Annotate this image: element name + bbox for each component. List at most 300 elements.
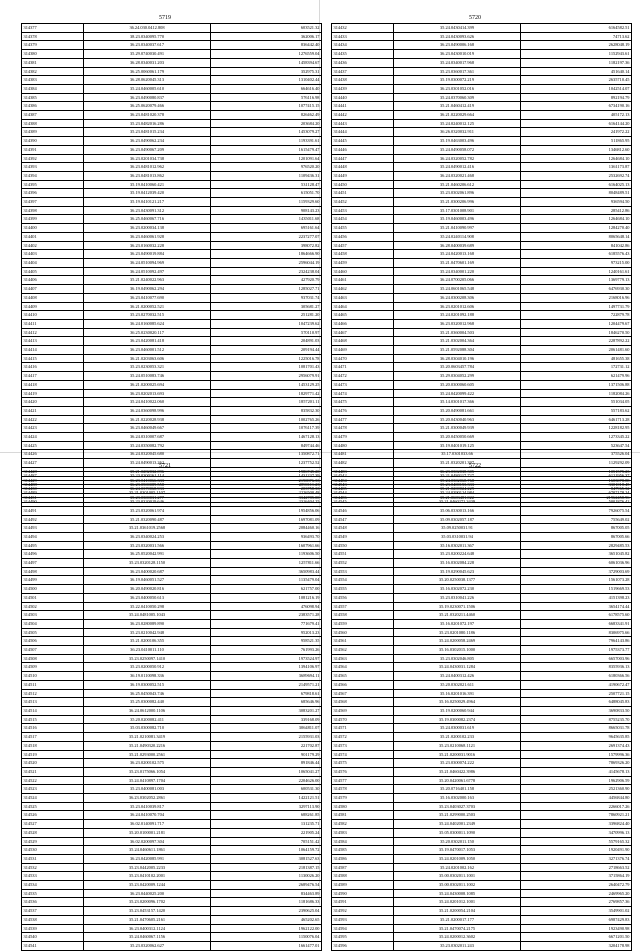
amount-cell: 4456844.80 (521, 794, 632, 803)
code-cell: 35.00.0302011.1002 (394, 881, 521, 890)
row-id-cell: 314529 (22, 837, 84, 846)
code-cell: 35.29.0740030.491 (84, 50, 211, 59)
row-id-cell: 314538 (22, 915, 84, 924)
amount-cell: 7926075.54 (521, 506, 632, 515)
table-row (22, 372, 322, 381)
amount-cell: 2061481.60 (521, 346, 632, 355)
table-row (22, 450, 322, 459)
row-id-cell: 314404 (22, 258, 84, 267)
row-id-cell: 314528 (22, 828, 84, 837)
code-cell: 35.20.0716401.158 (394, 785, 521, 794)
row-id-cell: 314471 (332, 363, 394, 372)
code-cell: 35.09.0250031.91 (394, 524, 521, 533)
row-id-cell: 314596 (332, 941, 394, 950)
table-row (332, 319, 632, 328)
row-id-cell: 314469 (332, 346, 394, 355)
code-cell: 36.28.0304010.196 (394, 354, 521, 363)
row-id-cell: 314484 (332, 476, 394, 485)
table-row (332, 224, 632, 233)
amount-cell: 1371506.88 (521, 380, 632, 389)
code-cell: 35.21.0299000.2503 (394, 811, 521, 820)
code-cell: 36.24.0360098.996 (84, 406, 211, 415)
row-id-cell: 314386 (22, 102, 84, 111)
code-cell: 36.23.0430091.312 (84, 206, 211, 215)
amount-cell: 908143.23 (211, 206, 322, 215)
code-cell: 35.23.0200050.912 (84, 663, 211, 672)
code-cell: 36.23.0500089.558 (84, 480, 211, 489)
table-row (22, 337, 322, 346)
amount-cell: 1228182.95 (521, 424, 632, 433)
row-id-cell: 314567 (332, 689, 394, 698)
code-cell: 35.16.0302000.163 (394, 794, 521, 803)
amount-cell: 2181387.15 (211, 863, 322, 872)
row-id-cell: 314489 (22, 489, 84, 498)
amount-cell: 834463.89 (211, 889, 322, 898)
table-row (332, 541, 632, 550)
table-row (22, 415, 322, 424)
row-id-cell: 314551 (332, 550, 394, 559)
row-id-cell: 314543 (332, 480, 394, 489)
table-row (22, 76, 322, 85)
code-cell: 35.21.0592088.304 (394, 346, 521, 355)
row-id-cell: 314520 (22, 759, 84, 768)
amount-cell: 2507721.15 (521, 689, 632, 698)
code-cell: 35.23.0210042.948 (84, 628, 211, 637)
amount-cell: 621479.96 (521, 372, 632, 381)
row-id-cell: 314585 (332, 846, 394, 855)
row-id-cell: 314515 (22, 715, 84, 724)
row-id-cell: 314395 (22, 180, 84, 189)
code-cell: 36.23.0410077.690 (84, 293, 211, 302)
amount-cell: 1276559.04 (211, 50, 322, 59)
amount-cell: 2829485.53 (521, 541, 632, 550)
code-cell: 36.23.0340037.617 (84, 41, 211, 50)
code-cell: 36.24.0320052.782 (394, 154, 521, 163)
table-row (332, 654, 632, 663)
table-row (22, 933, 322, 942)
table-row (332, 232, 632, 241)
table-row (332, 398, 632, 407)
amount-cell: 1954856.06 (211, 506, 322, 515)
amount-cell: 221905.24 (211, 828, 322, 837)
data-table (21, 471, 322, 951)
code-cell: 35.23.0200096.1702 (84, 898, 211, 907)
row-id-cell: 314442 (332, 111, 394, 120)
code-cell: 35.16.0201072.197 (394, 619, 521, 628)
table-row (22, 802, 322, 811)
row-id-cell: 314391 (22, 145, 84, 154)
row-id-cell: 314444 (332, 128, 394, 137)
row-id-cell: 314416 (22, 363, 84, 372)
amount-cell: 4151398.23 (521, 593, 632, 602)
amount-cell: 6164025.13 (521, 180, 632, 189)
amount-cell: 1129292.09 (521, 459, 632, 468)
table-row (332, 715, 632, 724)
code-cell: 35.00.0302011.1001 (394, 872, 521, 881)
amount-cell: 1431237.39 (211, 472, 322, 481)
row-id-cell: 314420 (22, 398, 84, 407)
row-id-cell: 314496 (22, 550, 84, 559)
amount-cell: 1076117.39 (211, 424, 322, 433)
table-row (332, 820, 632, 829)
amount-cell: 74713.62 (521, 32, 632, 41)
table-row (22, 441, 322, 450)
code-cell: 35.25.0300082.440 (84, 698, 211, 707)
amount-cell: 1346812.60 (521, 145, 632, 154)
amount-cell: 5001876.42 (521, 498, 632, 507)
row-id-cell: 314438 (332, 76, 394, 85)
page-number: 5719 (159, 15, 171, 21)
amount-cell: 615051.70 (211, 189, 322, 198)
amount-cell: 3204178.98 (521, 941, 632, 950)
table-row (332, 776, 632, 785)
amount-cell: 1135479.04 (211, 576, 322, 585)
code-cell: 35.21.0460272.3439 (394, 498, 521, 507)
amount-cell: 2532692.74 (521, 171, 632, 180)
amount-cell: 5579165.32 (521, 837, 632, 846)
row-id-cell: 314440 (332, 93, 394, 102)
amount-cell: 2390625.04 (211, 907, 322, 916)
amount-cell: 600531.30 (211, 785, 322, 794)
code-cell: 36.25.0520042.991 (84, 550, 211, 559)
row-id-cell: 314535 (22, 889, 84, 898)
code-cell: 35.24.0410022.060 (84, 398, 211, 407)
table-row (22, 898, 322, 907)
amount-cell: 1607961.66 (211, 541, 322, 550)
code-cell: 35.24.0460005.610 (84, 84, 211, 93)
amount-cell: 1284270.40 (521, 224, 632, 233)
row-id-cell: 314483 (332, 467, 394, 476)
row-id-cell: 314377 (22, 24, 84, 33)
table-row (332, 506, 632, 515)
code-cell: 35.19.0460003.496 (394, 215, 521, 224)
amount-cell: 705151.42 (211, 837, 322, 846)
code-cell: 35.23.0300074.222 (394, 759, 521, 768)
amount-cell: 1561073.28 (521, 576, 632, 585)
row-id-cell: 314552 (332, 559, 394, 568)
row-id-cell: 314419 (22, 389, 84, 398)
row-id-cell: 314475 (332, 398, 394, 407)
table-row (332, 489, 632, 498)
row-id-cell: 314578 (332, 785, 394, 794)
amount-cell: 2769857.36 (521, 898, 632, 907)
data-table (21, 23, 322, 503)
table-row (332, 58, 632, 67)
row-id-cell: 314409 (22, 302, 84, 311)
row-id-cell: 314505 (22, 628, 84, 637)
amount-cell: 6178575.60 (521, 611, 632, 620)
row-id-cell: 314584 (332, 837, 394, 846)
amount-cell: 172731.12 (521, 363, 632, 372)
code-cell: 35.21.0293000.2561 (84, 750, 211, 759)
row-id-cell: 314488 (22, 480, 84, 489)
table-row (22, 846, 322, 855)
row-id-cell: 314492 (22, 515, 84, 524)
row-id-cell: 314553 (332, 567, 394, 576)
table-row (332, 689, 632, 698)
amount-cell: 6461713.28 (521, 415, 632, 424)
table-row (332, 372, 632, 381)
table-row (332, 550, 632, 559)
table-row (332, 189, 632, 198)
table-row (332, 215, 632, 224)
table-row (332, 102, 632, 111)
code-cell: 35.23.0175066.1054 (84, 767, 211, 776)
amount-cell: 2237277.07 (211, 232, 322, 241)
table-row (332, 424, 632, 433)
code-cell: 36.24.0300208.306 (394, 293, 521, 302)
code-cell: 35.23.0482016.286 (84, 119, 211, 128)
code-cell: 35.24.0420099.422 (394, 389, 521, 398)
table-row (22, 198, 322, 207)
amount-cell: 6987429.83 (521, 915, 632, 924)
amount-cell: 203684.20 (211, 119, 322, 128)
code-cell: 36.24.0700205.066 (394, 276, 521, 285)
row-id-cell: 314534 (22, 881, 84, 890)
code-cell: 35.24.0340017.968 (394, 58, 521, 67)
table-row (22, 559, 322, 568)
code-cell: 35.24.0490012.416 (394, 163, 521, 172)
row-id-cell: 314514 (22, 706, 84, 715)
row-id-cell: 314524 (22, 794, 84, 803)
table-row (22, 267, 322, 276)
table-row (22, 794, 322, 803)
table-row (332, 441, 632, 450)
amount-cell: 1920491.90 (521, 846, 632, 855)
code-cell: 35.23.0230053.321 (84, 363, 211, 372)
row-id-cell: 314462 (332, 285, 394, 294)
amount-cell: 3271376.74 (521, 854, 632, 863)
row-id-cell: 314536 (22, 898, 84, 907)
code-cell: 36.28.0400039.689 (394, 241, 521, 250)
table-row (332, 794, 632, 803)
row-id-cell: 314583 (332, 828, 394, 837)
code-cell: 35.21.0470605.2161 (84, 915, 211, 924)
code-cell: 35.20.0603457.784 (394, 363, 521, 372)
row-id-cell: 314389 (22, 128, 84, 137)
amount-cell: 2628048.19 (521, 41, 632, 50)
table-row (22, 941, 322, 950)
table-row (332, 628, 632, 637)
amount-cell: 6180366.56 (521, 672, 632, 681)
code-cell: 36.23.0420085.991 (84, 854, 211, 863)
table-row (332, 846, 632, 855)
amount-cell: 1361173.87 (521, 163, 632, 172)
table-row (22, 232, 322, 241)
amount-cell: 2521360.90 (521, 785, 632, 794)
row-id-cell: 314500 (22, 585, 84, 594)
table-row (22, 285, 322, 294)
page-number: 5722 (469, 463, 481, 469)
row-id-cell: 314494 (22, 532, 84, 541)
table-row (22, 241, 322, 250)
row-id-cell: 314557 (332, 602, 394, 611)
amount-cell: 285412.86 (521, 206, 632, 215)
amount-cell: 1422121.51 (211, 794, 322, 803)
amount-cell: 352975.31 (211, 67, 322, 76)
code-cell: 36.21.0203063.606 (84, 354, 211, 363)
table-row (332, 450, 632, 459)
code-cell: 35.21.0240022.963 (84, 276, 211, 285)
code-cell: 35.21.0320201.397 (394, 459, 521, 468)
table-row (22, 706, 322, 715)
code-cell: 35.21.0490320.2216 (84, 741, 211, 750)
amount-cell: 1077415.15 (211, 102, 322, 111)
row-id-cell: 314502 (22, 602, 84, 611)
row-id-cell: 314513 (22, 698, 84, 707)
code-cell: 36.23.0410066.333 (84, 476, 211, 485)
amount-cell: 3064811.07 (211, 724, 322, 733)
row-id-cell: 314452 (332, 198, 394, 207)
row-id-cell: 314517 (22, 733, 84, 742)
table-row (332, 515, 632, 524)
amount-cell: 952013.23 (211, 628, 322, 637)
row-id-cell: 314569 (332, 706, 394, 715)
code-cell: 36.19.0300052.515 (84, 680, 211, 689)
table-row (22, 50, 322, 59)
code-cell: 35.23.0320019.646 (84, 498, 211, 507)
amount-cell: 1829771.42 (211, 389, 322, 398)
table-row (332, 276, 632, 285)
amount-cell: 2596044.19 (211, 258, 322, 267)
amount-cell: 2190876.33 (211, 476, 322, 485)
row-id-cell: 314571 (332, 724, 394, 733)
amount-cell: 6476930.30 (521, 285, 632, 294)
amount-cell: 1064159.72 (211, 846, 322, 855)
table-row (332, 163, 632, 172)
table-row (22, 820, 322, 829)
row-id-cell: 314506 (22, 637, 84, 646)
amount-cell: 2149571.21 (211, 680, 322, 689)
table-row (22, 163, 322, 172)
table-row (22, 672, 322, 681)
row-id-cell: 314402 (22, 241, 84, 250)
table-row (332, 32, 632, 41)
table-row (22, 215, 322, 224)
code-cell: 35.16.0250029.4964 (394, 698, 521, 707)
row-id-cell: 314439 (332, 84, 394, 93)
row-id-cell: 314559 (332, 619, 394, 628)
code-cell: 35.24.0420013.168 (394, 250, 521, 259)
table-row (22, 433, 322, 442)
table-row (22, 84, 322, 93)
row-id-cell: 314454 (332, 215, 394, 224)
code-cell: 35.21.0200017.177 (394, 915, 521, 924)
amount-cell: 1150076.04 (211, 933, 322, 942)
amount-cell: 2155931.03 (211, 733, 322, 742)
amount-cell: 204891.03 (211, 337, 322, 346)
row-id-cell: 314405 (22, 267, 84, 276)
code-cell: 35.03.0310031.94 (394, 532, 521, 541)
amount-cell: 251281.20 (211, 311, 322, 320)
code-cell: 35.23.0320062.627 (84, 941, 211, 950)
table-row (22, 380, 322, 389)
row-id-cell: 314396 (22, 189, 84, 198)
row-id-cell: 314481 (332, 450, 394, 459)
code-cell: 36.25.0230020.117 (84, 328, 211, 337)
code-cell: 35.19.0290045.623 (394, 567, 521, 576)
amount-cell: 9645635.85 (521, 733, 632, 742)
table-row (332, 889, 632, 898)
table-row (22, 137, 322, 146)
code-cell: 36.20.0490020.816 (84, 585, 211, 594)
table-row (332, 811, 632, 820)
table-row (22, 102, 322, 111)
amount-cell: 1065041.27 (211, 767, 322, 776)
code-cell: 36.23.0430010.019 (394, 50, 521, 59)
code-cell: 35.24.0240114.908 (394, 232, 521, 241)
code-cell: 36.24.0310007.687 (84, 433, 211, 442)
code-cell: 36.21.0220029.664 (394, 111, 521, 120)
code-cell: 36.23.0490067.209 (84, 145, 211, 154)
table-row (22, 41, 322, 50)
row-id-cell: 314555 (332, 585, 394, 594)
amount-cell: 8665031.78 (521, 724, 632, 733)
code-cell: 35.24.0201009.1050 (394, 854, 521, 863)
table-row (22, 363, 322, 372)
table-row (332, 698, 632, 707)
amount-cell: 836442.40 (211, 41, 322, 50)
row-id-cell: 314398 (22, 206, 84, 215)
amount-cell: 241972.22 (521, 128, 632, 137)
amount-cell: 1697081.09 (211, 515, 322, 524)
row-id-cell: 314472 (332, 372, 394, 381)
code-cell: 35.21.0603481.022 (394, 493, 521, 502)
amount-cell: 7869326.20 (521, 759, 632, 768)
code-cell: 35.24.0481005.1043 (84, 611, 211, 620)
code-cell: 36.24.0510092.497 (84, 267, 211, 276)
code-cell: 35.19.0410121.217 (84, 198, 211, 207)
code-cell: 35.19.0463003.496 (394, 137, 521, 146)
code-cell: 36.21.0200052.521 (84, 302, 211, 311)
amount-cell: 2324238.04 (211, 267, 322, 276)
table-row (22, 646, 322, 655)
code-cell: 36.23.0280089.890 (84, 619, 211, 628)
table-row (332, 933, 632, 942)
code-cell: 35.24.0460067.1156 (84, 933, 211, 942)
table-row (22, 637, 322, 646)
row-id-cell: 314468 (332, 337, 394, 346)
code-cell: 35.23.0201080.1186 (394, 628, 521, 637)
code-cell: 35.19.0412039.420 (84, 189, 211, 198)
table-row (332, 593, 632, 602)
row-id-cell: 314593 (332, 915, 394, 924)
code-cell: 35.16.0302011.367 (394, 541, 521, 550)
row-id-cell: 314406 (22, 276, 84, 285)
row-id-cell: 314431 (22, 493, 84, 502)
amount-cell: 6185576.43 (521, 250, 632, 259)
amount-cell: 1285027.71 (211, 285, 322, 294)
table-row (22, 389, 322, 398)
code-cell: 36.25.0620079.466 (84, 102, 211, 111)
table-row (332, 750, 632, 759)
table-row (332, 93, 632, 102)
code-cell: 35.21.0200102.233 (394, 733, 521, 742)
code-cell: 35.20.0302021.611 (394, 680, 521, 689)
data-table (331, 23, 632, 503)
table-row (332, 128, 632, 137)
amount-cell: 826462.49 (211, 111, 322, 120)
code-cell: 36.23.0420081.418 (84, 337, 211, 346)
table-row (22, 24, 322, 33)
table-row (332, 872, 632, 881)
row-id-cell: 314548 (332, 524, 394, 533)
table-row (22, 224, 322, 233)
code-cell: 35.19.0300072.219 (394, 76, 521, 85)
code-cell: 36.23.0320012.968 (394, 319, 521, 328)
code-cell: 36.24.0410070.704 (84, 811, 211, 820)
amount-cell: 1257811.66 (211, 559, 322, 568)
